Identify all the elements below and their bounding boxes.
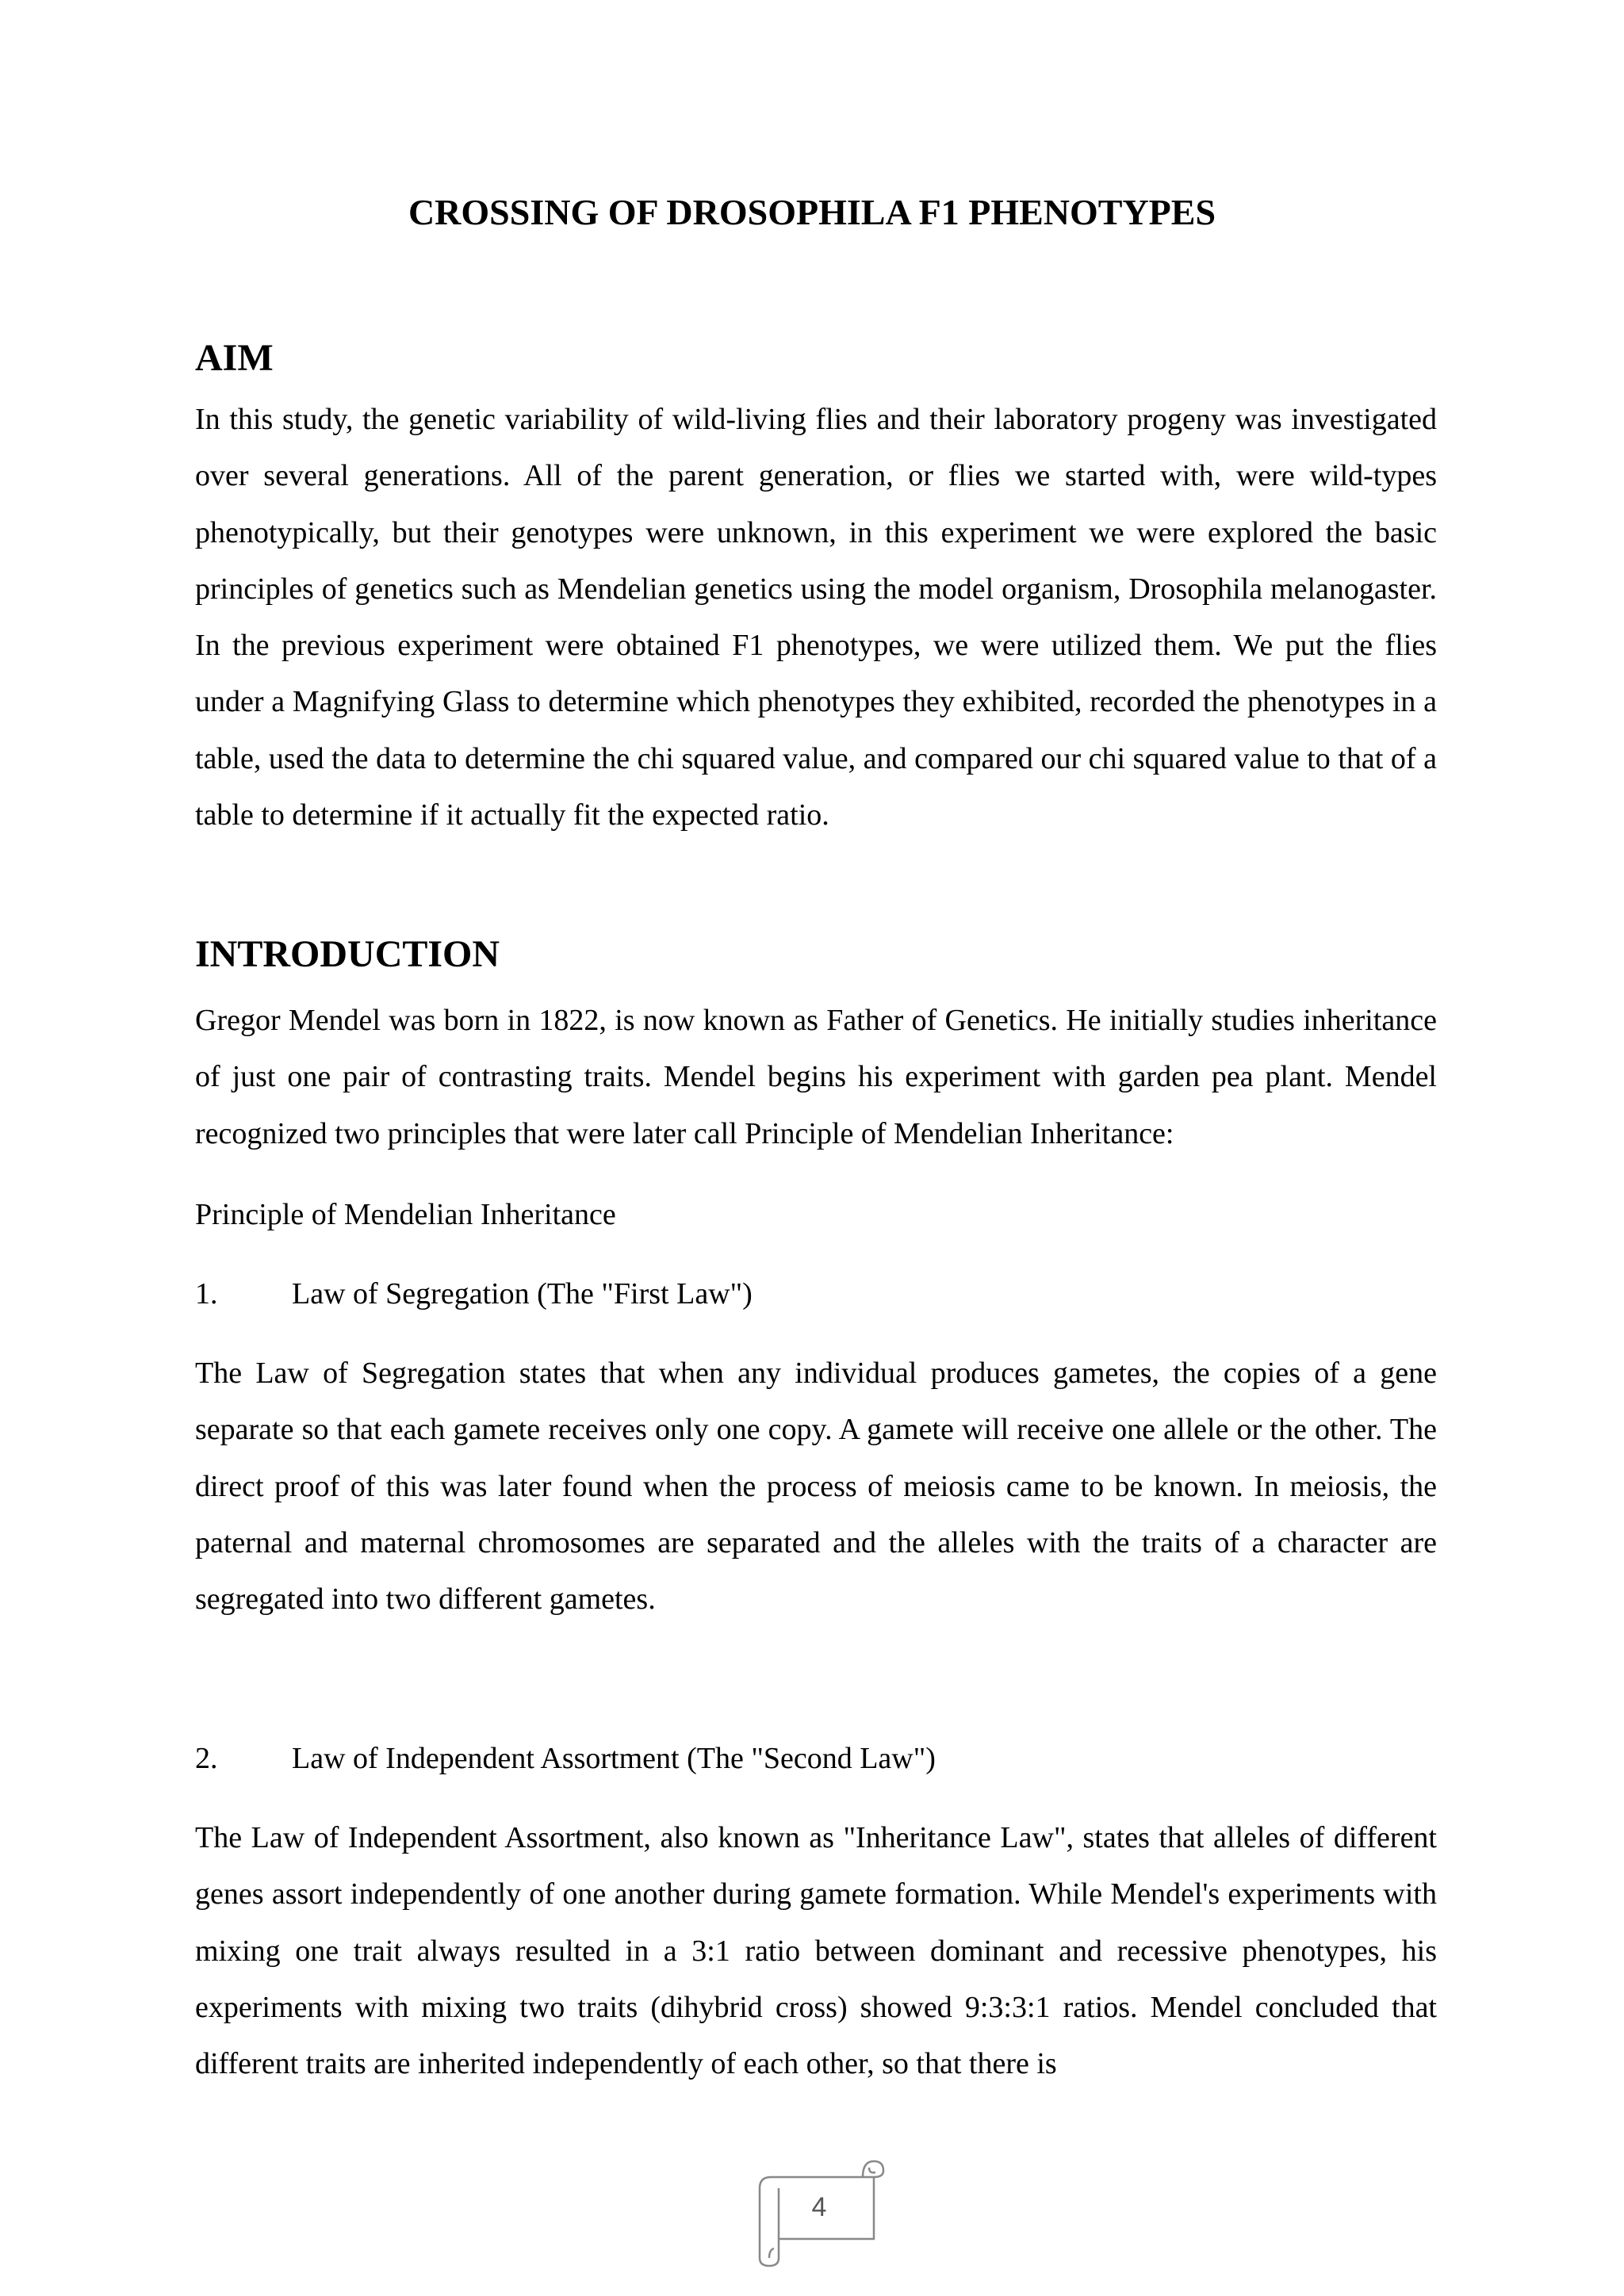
- aim-paragraph: In this study, the genetic variability of wild-living flies and their laboratory progeny was investigated over several generations. All of the parent generation, or flies we started with, were wild-types phenotypically, but their genotypes were unknown, in this experiment we were explored the basic principles of genetics such as Mendelian genetics using the model organism, Drosophila melanogaster. In the previous experiment were obtained F1 phenotypes, we were utilized them. We put the flies under a Magnifying Glass to determine which phenotypes they exhibited, recorded the phenotypes in a table, used the data to determine the chi squared value, and compared our chi squared value to that of a table to determine if it actually fit the expected ratio.: [195, 403, 1437, 832]
- law-1-paragraph: The Law of Segregation states that when any individual produces gametes, the copies of a gene separate so that each gamete receives only one copy. A gamete will receive one allele or the other. The direct proof of this was later found when the process of meiosis came to be known. In meiosis, the paternal and maternal chromosomes are separated and the alleles with the traits of a character are segregated into two different gametes.: [195, 1357, 1437, 1617]
- law-2-number: 2.: [195, 1742, 218, 1775]
- law-1-heading: [195, 1269, 753, 1319]
- law-1-number: 1.: [195, 1277, 218, 1311]
- law-1-title: Law of Segregation (The "First Law"): [292, 1277, 753, 1311]
- law-2-heading: [195, 1733, 936, 1784]
- principle-label: Principle of Mendelian Inheritance: [195, 1198, 616, 1231]
- aim-heading: AIM: [195, 337, 274, 379]
- law-2-title: Law of Independent Assortment (The "Second Law"): [292, 1742, 936, 1775]
- introduction-paragraph: Gregor Mendel was born in 1822, is now known as Father of Genetics. He initially studies inheritance of just one pair of contrasting traits. Mendel begins his experiment with garden pea plant. Mendel recognized two principles that were later call Principle of Mendelian Inheritance:: [195, 1004, 1437, 1150]
- introduction-heading: INTRODUCTION: [195, 933, 500, 975]
- page-title: CROSSING OF DROSOPHILA F1 PHENOTYPES: [408, 192, 1216, 232]
- page-number-scroll: [744, 2156, 894, 2267]
- page-number: 4: [811, 2192, 827, 2222]
- law-2-paragraph: The Law of Independent Assortment, also known as "Inheritance Law", states that alleles of different genes assort independently of one another during gamete formation. While Mendel's experiments with mixing one trait always resulted in a 3:1 ratio between dominant and recessive phenotypes, his experiments with mixing two traits (dihybrid cross) showed 9:3:3:1 ratios. Mendel concluded that different traits are inherited independently of each other, so that there is: [195, 1821, 1437, 2081]
